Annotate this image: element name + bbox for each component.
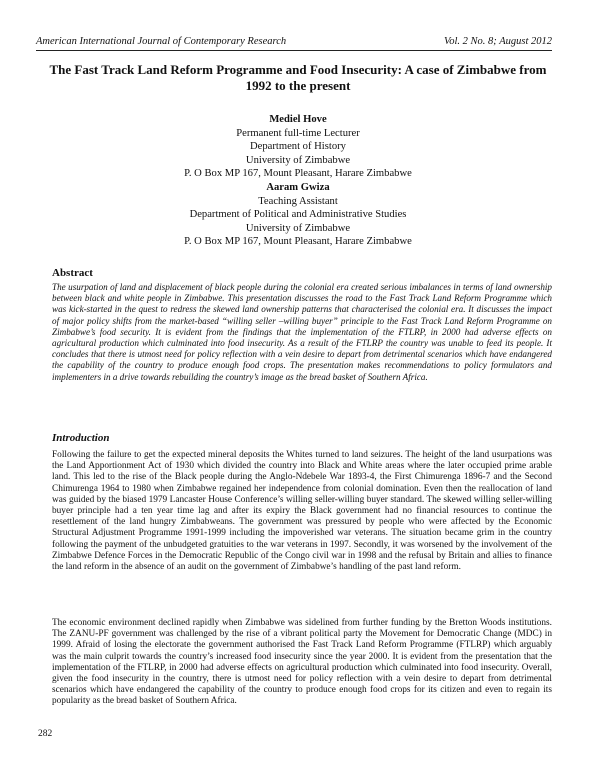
author-position: Teaching Assistant bbox=[258, 195, 338, 207]
introduction-heading: Introduction bbox=[52, 432, 110, 444]
body-paragraph: Following the failure to get the expected mineral deposits the Whites turned to land seizures. The height of the land usurpations was the Land Apportionment Act of 1930 which divided the country into Black and White areas where the later occupied prime arable land. This led to the rise of the Black people during the Anglo-Ndebele War 1893-4, the First Chimurenga 1896-7 and the Second Chimurenga 1964 to 1980 when Zimbabwe regained her independence from colonial domination. Even then the reallocation of land was guided by the biased 1979 Lancaster House Conference’s willing seller-willing buyer standard. The skewed willing seller-willing buyer principle had a ten year time lag and after its expiry the Black government had no financial resources to continue the resettlement of the land hungry Zimbabweans. The government was pressured by people who were affected by the Economic Structural Adjustment Programme 1991-1999 including the impoverished war veterans. The situation became grim in the country following the payment of the unbudgeted gratuities to the war veterans in 1997. Secondly, it was worsened by the involvement of the Zimbabwe Defence Forces in the Democratic Republic of the Congo civil war in 1998 and the refusal by Britain and allies to finance the land reform in the absence of an audit on the government of Zimbabwe’s handling of the past land reform. bbox=[52, 450, 552, 573]
author-block-2 bbox=[40, 181, 556, 249]
author-university: University of Zimbabwe bbox=[245, 222, 351, 234]
running-header bbox=[36, 36, 552, 50]
abstract-text: The usurpation of land and displacement of black people during the colonial era created serious imbalances in terms of land ownership between black and white people in Zimbabwe. This presentation discusses the road to the Fast Track Land Reform Programme which was kick-started in the quest to redress the skewed land ownership patterns that characterised the colonial era. It discusses the impact of major policy shifts from the market-based “willing seller –willing buyer” principle to the Fast Track Land Reform Programme on Zimbabwe’s food security. It is evident from the findings that the implementation of the FTLRP, in 2000 had adverse effects on agricultural production which culminated into food insecurity. As a result of the FTLRP the country was unable to feed its people. It concludes that there is utmost need for policy reflection with a vein desire to depart from detrimental scenarios which have endangered the capability of the country to produce enough food crops. The presentation makes recommendations to policy formulators and implementers in a drive towards rebuilding the country’s image as the bread basket of Southern Africa. bbox=[52, 282, 552, 382]
author-department: Department of Political and Administrative Studies bbox=[189, 209, 407, 220]
paper-title: The Fast Track Land Reform Programme and Food Insecurity: A case of Zimbabwe from 1992 to the present bbox=[49, 62, 547, 93]
author-university: University of Zimbabwe bbox=[245, 154, 351, 166]
author-address: P. O Box MP 167, Mount Pleasant, Harare Zimbabwe bbox=[184, 236, 412, 247]
author-position: Permanent full-time Lecturer bbox=[236, 127, 360, 139]
author-name: Mediel Hove bbox=[269, 114, 327, 125]
issue-info: Vol. 2 No. 8; August 2012 bbox=[443, 36, 552, 47]
author-name: Aaram Gwiza bbox=[266, 182, 330, 193]
body-paragraph: The economic environment declined rapidly when Zimbabwe was sidelined from further funding by the Bretton Woods institutions. The ZANU-PF government was challenged by the rise of a vibrant political party the Movement for Democratic Change (MDC) in 1999. Afraid of losing the electorate the government authorised the Fast Track Land Reform Programme (FTLRP) which arguably was the main culprit towards the country’s increased food insecurity since the year 2000. It is evident from the presentation that the implementation of the FTLRP, in 2000 had adverse effects on agricultural production which culminated into food insecurity. Overall, given the food insecurity in the country, there is utmost need for policy reflection with a vein desire to depart from detrimental scenarios which have endangered the capability of the country to produce enough food crops for its citizen and even to regain its popularity as the bread basket of Southern Africa. bbox=[52, 618, 552, 707]
abstract-heading: Abstract bbox=[52, 267, 93, 279]
header-rule bbox=[36, 50, 552, 51]
author-address: P. O Box MP 167, Mount Pleasant, Harare Zimbabwe bbox=[184, 168, 412, 179]
author-department: Department of History bbox=[250, 141, 346, 152]
journal-name: American International Journal of Contemporary Research bbox=[36, 36, 287, 47]
author-block-1 bbox=[40, 113, 556, 181]
page-number: 282 bbox=[38, 729, 53, 739]
